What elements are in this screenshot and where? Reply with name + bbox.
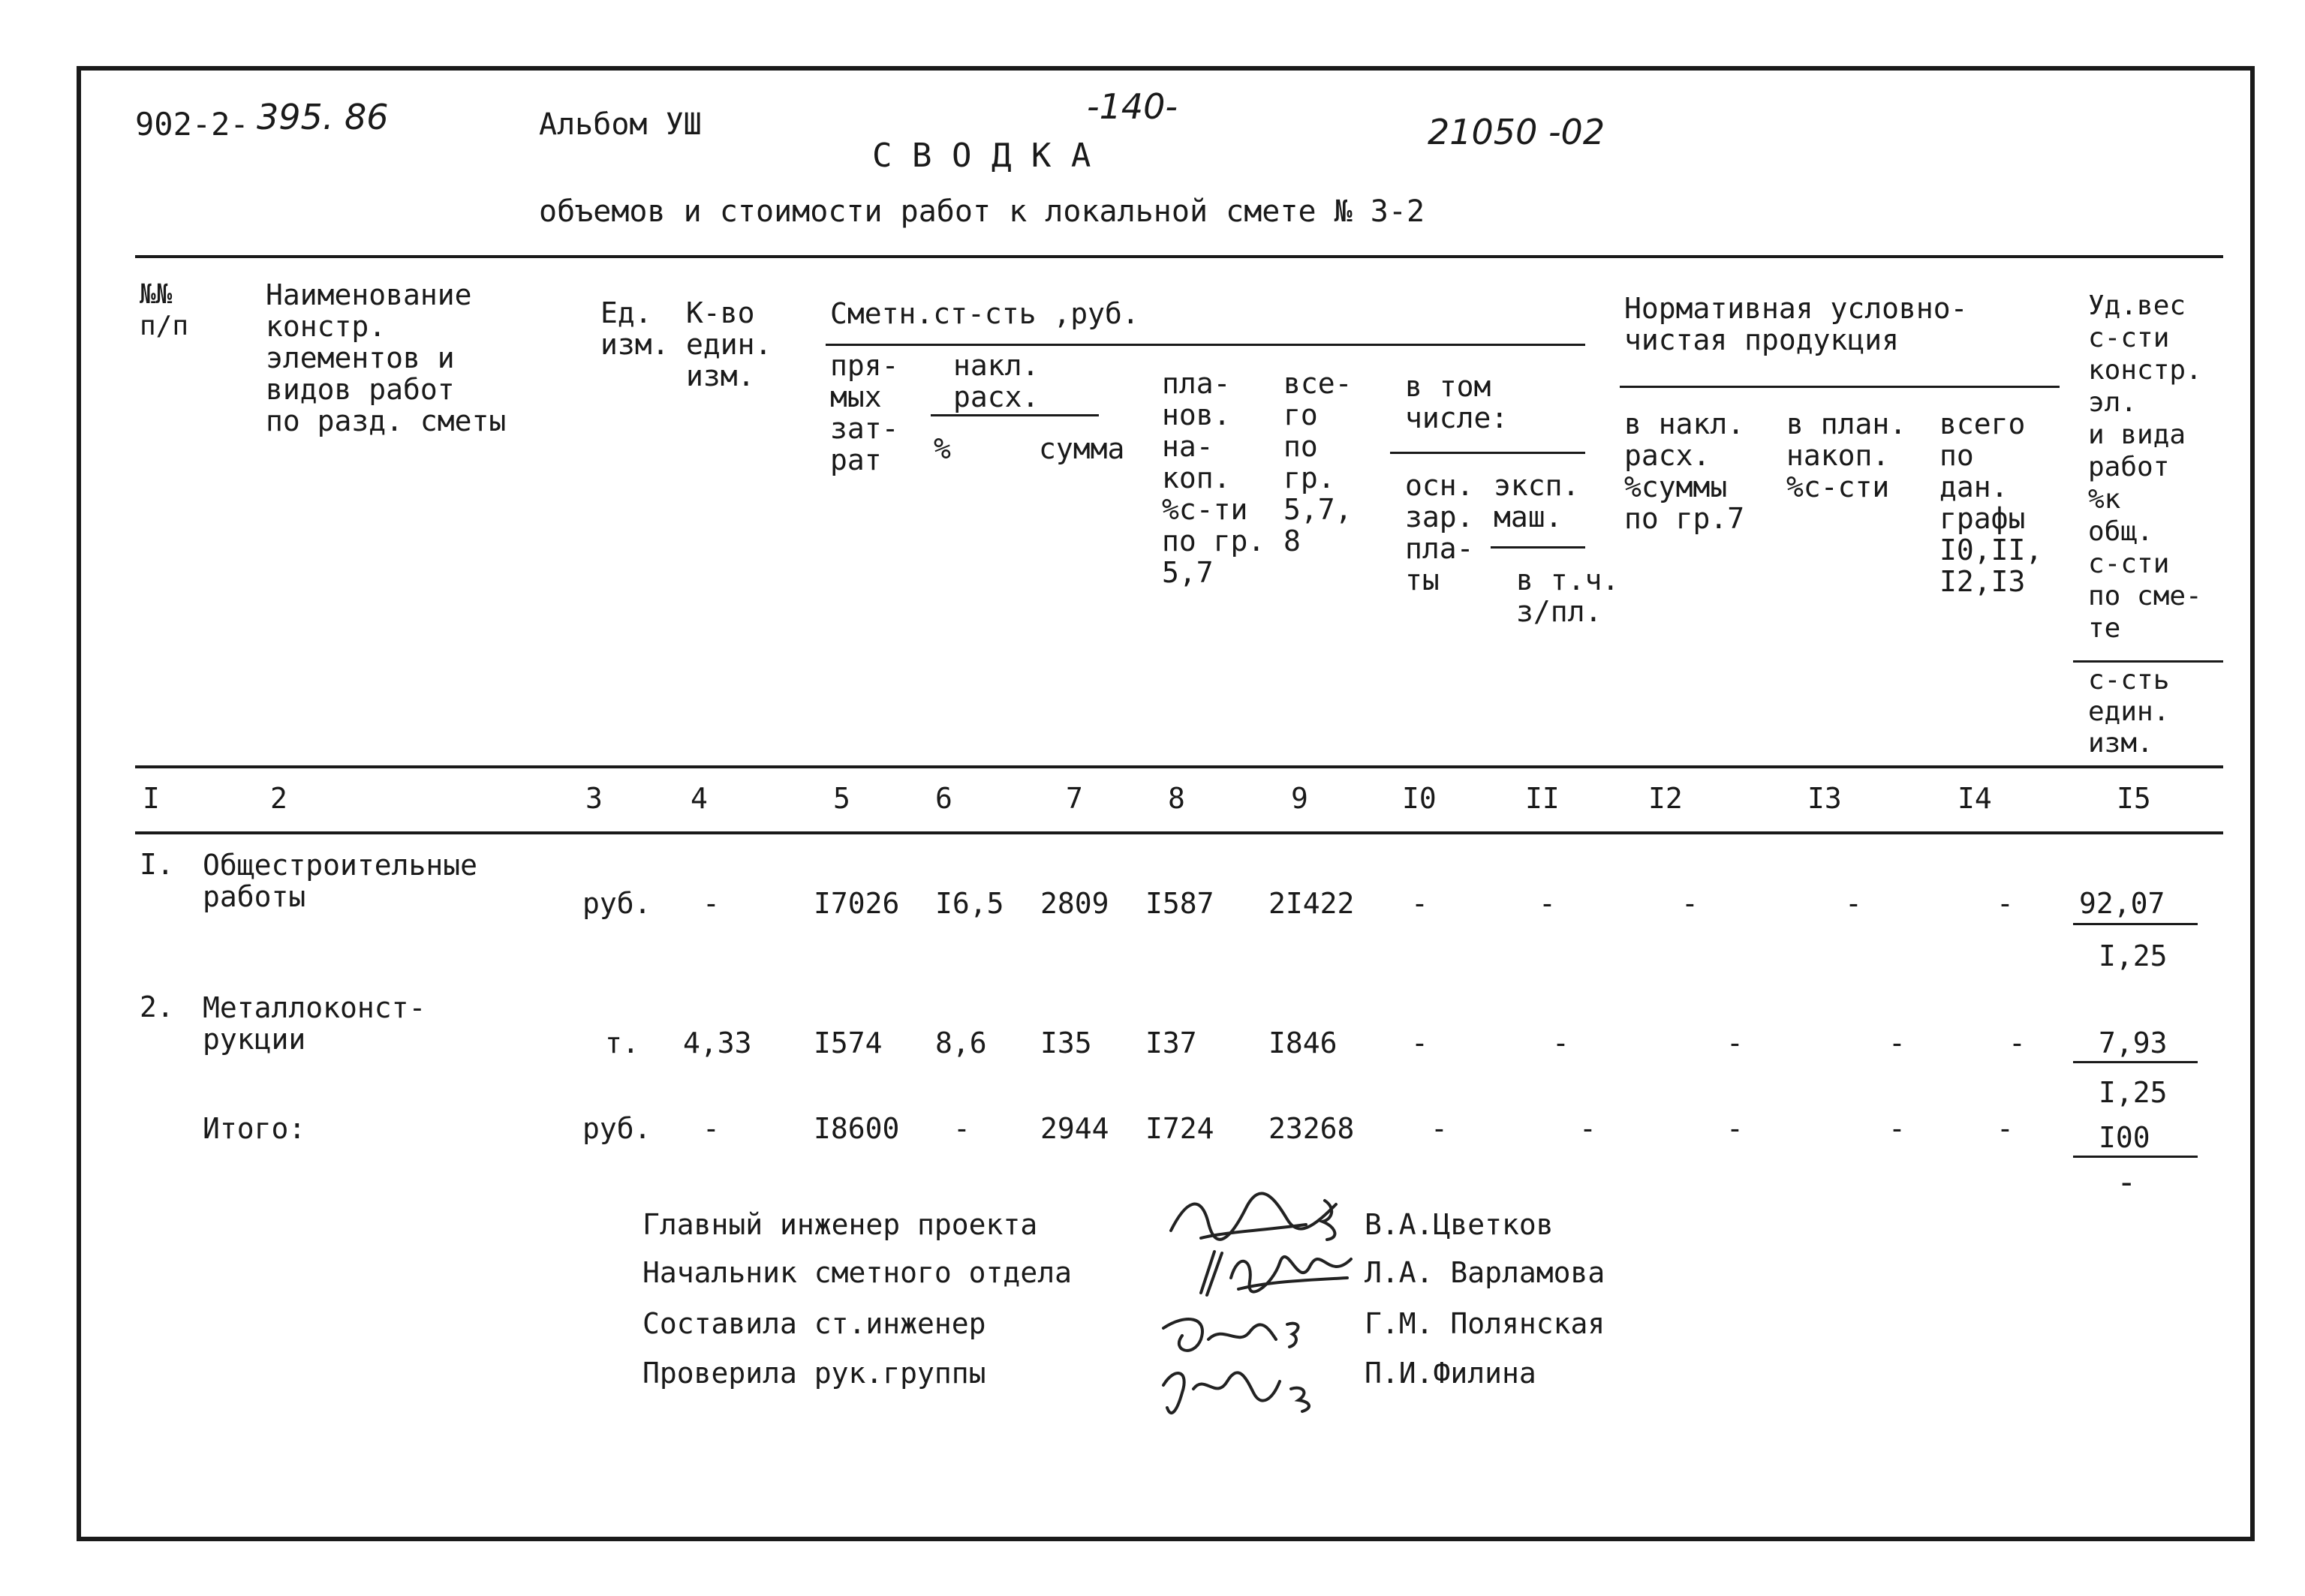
- col-header-share: Уд.вес с-сти констр. эл. и вида работ %к общ. с-сти по сме- те: [2088, 290, 2202, 644]
- share-rule: [2073, 923, 2198, 925]
- col-number: I4: [1957, 782, 1992, 815]
- doc-code-handwritten: 395. 86: [257, 97, 389, 137]
- row-unit: т.: [605, 1026, 639, 1059]
- row-overhead-percent: 8,6: [935, 1026, 987, 1059]
- row-unit: руб.: [582, 887, 651, 920]
- row-unit-cost: I,25: [2099, 939, 2168, 972]
- col-number: 5: [833, 782, 850, 815]
- col-header-name: Наименование констр. элементов и видов работ по разд. сметы: [266, 278, 507, 437]
- row-planned-savings: I37: [1145, 1026, 1197, 1059]
- row-unit: руб.: [582, 1112, 651, 1145]
- including-rule: [1390, 452, 1585, 454]
- row-overhead-percent: I6,5: [935, 887, 1004, 920]
- col-number: 8: [1168, 782, 1185, 815]
- signature-name: В.А.Цветков: [1365, 1208, 1554, 1241]
- row-total: 23268: [1268, 1112, 1355, 1145]
- col-header-quantity: К-во един. изм.: [686, 296, 772, 392]
- row-number: 2.: [140, 990, 174, 1023]
- row-number: I.: [140, 848, 174, 881]
- col-header-direct-costs: пря- мых зат- рат: [830, 349, 899, 476]
- share-rule: [2073, 1156, 2198, 1158]
- row-base-wages: -: [1431, 1112, 1448, 1145]
- total-label: Итого:: [203, 1112, 306, 1145]
- col-number: 7: [1066, 782, 1083, 815]
- row-norm-planned: -: [1845, 887, 1862, 920]
- col-number: 4: [691, 782, 708, 815]
- row-direct-costs: I7026: [814, 887, 900, 920]
- row-norm-planned: -: [1888, 1112, 1906, 1145]
- row-quantity: -: [703, 1112, 720, 1145]
- row-overhead-sum: 2944: [1040, 1112, 1109, 1145]
- row-direct-costs: I574: [814, 1026, 883, 1059]
- col-number: 6: [935, 782, 952, 815]
- row-total: 2I422: [1268, 887, 1355, 920]
- col-group-including: в том числе:: [1405, 370, 1509, 434]
- row-planned-savings: I587: [1145, 887, 1214, 920]
- row-quantity: 4,33: [683, 1026, 752, 1059]
- column-numbers-rule: [135, 831, 2223, 834]
- col-header-norm-planned: в план. накоп. %с-сти: [1786, 407, 1907, 503]
- doc-code: 902-2-: [135, 106, 249, 143]
- signature-name: Г.М. Полянская: [1365, 1307, 1605, 1340]
- col-header-unit: Ед. изм.: [600, 296, 670, 361]
- project-number: 21050 -02: [1428, 112, 1605, 152]
- row-norm-total: -: [1997, 1112, 2014, 1145]
- col-group-estimated-cost: Сметн.ст-сть ,руб.: [830, 297, 1139, 330]
- document-subtitle: объемов и стоимости работ к локальной смете № 3-2: [539, 194, 1425, 229]
- row-machine-operation: -: [1579, 1112, 1596, 1145]
- row-share: I00: [2099, 1121, 2150, 1154]
- row-total: I846: [1268, 1026, 1338, 1059]
- row-name: Металлоконст- рукции: [203, 991, 426, 1056]
- row-norm-overhead: -: [1681, 887, 1699, 920]
- col-header-total: все- го по гр. 5,7, 8: [1283, 367, 1353, 558]
- signature-role: Главный инженер проекта: [642, 1208, 1038, 1241]
- row-overhead-sum: I35: [1040, 1026, 1092, 1059]
- header-bottom-rule: [135, 765, 2223, 768]
- norm-group-rule: [1620, 386, 2060, 388]
- col-header-norm-overhead: в накл. расх. %суммы по гр.7: [1624, 407, 1745, 535]
- col-header-machine-wages: в т.ч. з/пл.: [1516, 564, 1620, 628]
- cost-group-rule: [826, 344, 1585, 346]
- row-norm-overhead: -: [1726, 1026, 1744, 1059]
- row-machine-operation: -: [1552, 1026, 1569, 1059]
- overhead-rule: [931, 414, 1099, 416]
- row-norm-total: -: [1997, 887, 2014, 920]
- row-direct-costs: I8600: [814, 1112, 900, 1145]
- row-base-wages: -: [1411, 1026, 1428, 1059]
- row-share: 7,93: [2099, 1026, 2168, 1059]
- col-header-number: №№ п/п: [140, 279, 189, 341]
- row-unit-cost: I,25: [2099, 1076, 2168, 1109]
- col-header-overhead-percent: %: [934, 432, 951, 465]
- col-number: 9: [1291, 782, 1308, 815]
- col-header-base-wages: осн. зар. пла- ты: [1405, 469, 1474, 597]
- col-number: 2: [270, 782, 287, 815]
- row-norm-total: -: [2009, 1026, 2026, 1059]
- row-share: 92,07: [2079, 887, 2165, 920]
- row-unit-cost: -: [2117, 1163, 2137, 1201]
- share-rule: [2073, 1061, 2198, 1063]
- row-overhead-percent: -: [953, 1112, 970, 1145]
- col-header-unit-cost: с-сть един. изм.: [2088, 665, 2170, 759]
- signature-role: Составила ст.инженер: [642, 1307, 986, 1340]
- col-number: I5: [2117, 782, 2151, 815]
- document-title: С В О Д К А: [872, 137, 1091, 175]
- col-header-planned-savings: пла- нов. на- коп. %с-ти по гр. 5,7: [1162, 367, 1265, 589]
- handwritten-signature: [1178, 1237, 1366, 1304]
- col-group-normative-product: Нормативная условно- чистая продукция: [1624, 292, 1968, 356]
- row-norm-overhead: -: [1726, 1112, 1744, 1145]
- col-number: 3: [585, 782, 603, 815]
- col-number: I0: [1402, 782, 1437, 815]
- table-top-rule: [135, 255, 2223, 258]
- signature-role: Начальник сметного отдела: [642, 1256, 1072, 1289]
- col-header-machine-operation: эксп. маш.: [1494, 469, 1580, 534]
- row-machine-operation: -: [1539, 887, 1556, 920]
- row-base-wages: -: [1411, 887, 1428, 920]
- page-number: -140-: [1087, 86, 1178, 127]
- machine-rule: [1491, 546, 1585, 549]
- row-planned-savings: I724: [1145, 1112, 1214, 1145]
- row-norm-planned: -: [1888, 1026, 1906, 1059]
- col-number: I2: [1648, 782, 1683, 815]
- col-header-overhead-sum: сумма: [1039, 432, 1125, 465]
- row-overhead-sum: 2809: [1040, 887, 1109, 920]
- handwritten-signature: [1148, 1355, 1344, 1423]
- col-number: I3: [1807, 782, 1842, 815]
- col-header-norm-total: всего по дан. графы I0,II, I2,I3: [1939, 407, 2043, 598]
- signature-name: П.И.Филина: [1365, 1357, 1536, 1390]
- row-name: Общестроительные работы: [203, 849, 478, 913]
- signature-role: Проверила рук.группы: [642, 1357, 986, 1390]
- share-cost-divider: [2073, 660, 2223, 663]
- col-group-overhead: накл. расх.: [953, 349, 1040, 413]
- signature-name: Л.А. Варламова: [1365, 1256, 1605, 1289]
- album-label: Альбом УШ: [539, 107, 702, 142]
- col-number: I: [143, 782, 160, 815]
- col-number: II: [1525, 782, 1560, 815]
- row-quantity: -: [703, 887, 720, 920]
